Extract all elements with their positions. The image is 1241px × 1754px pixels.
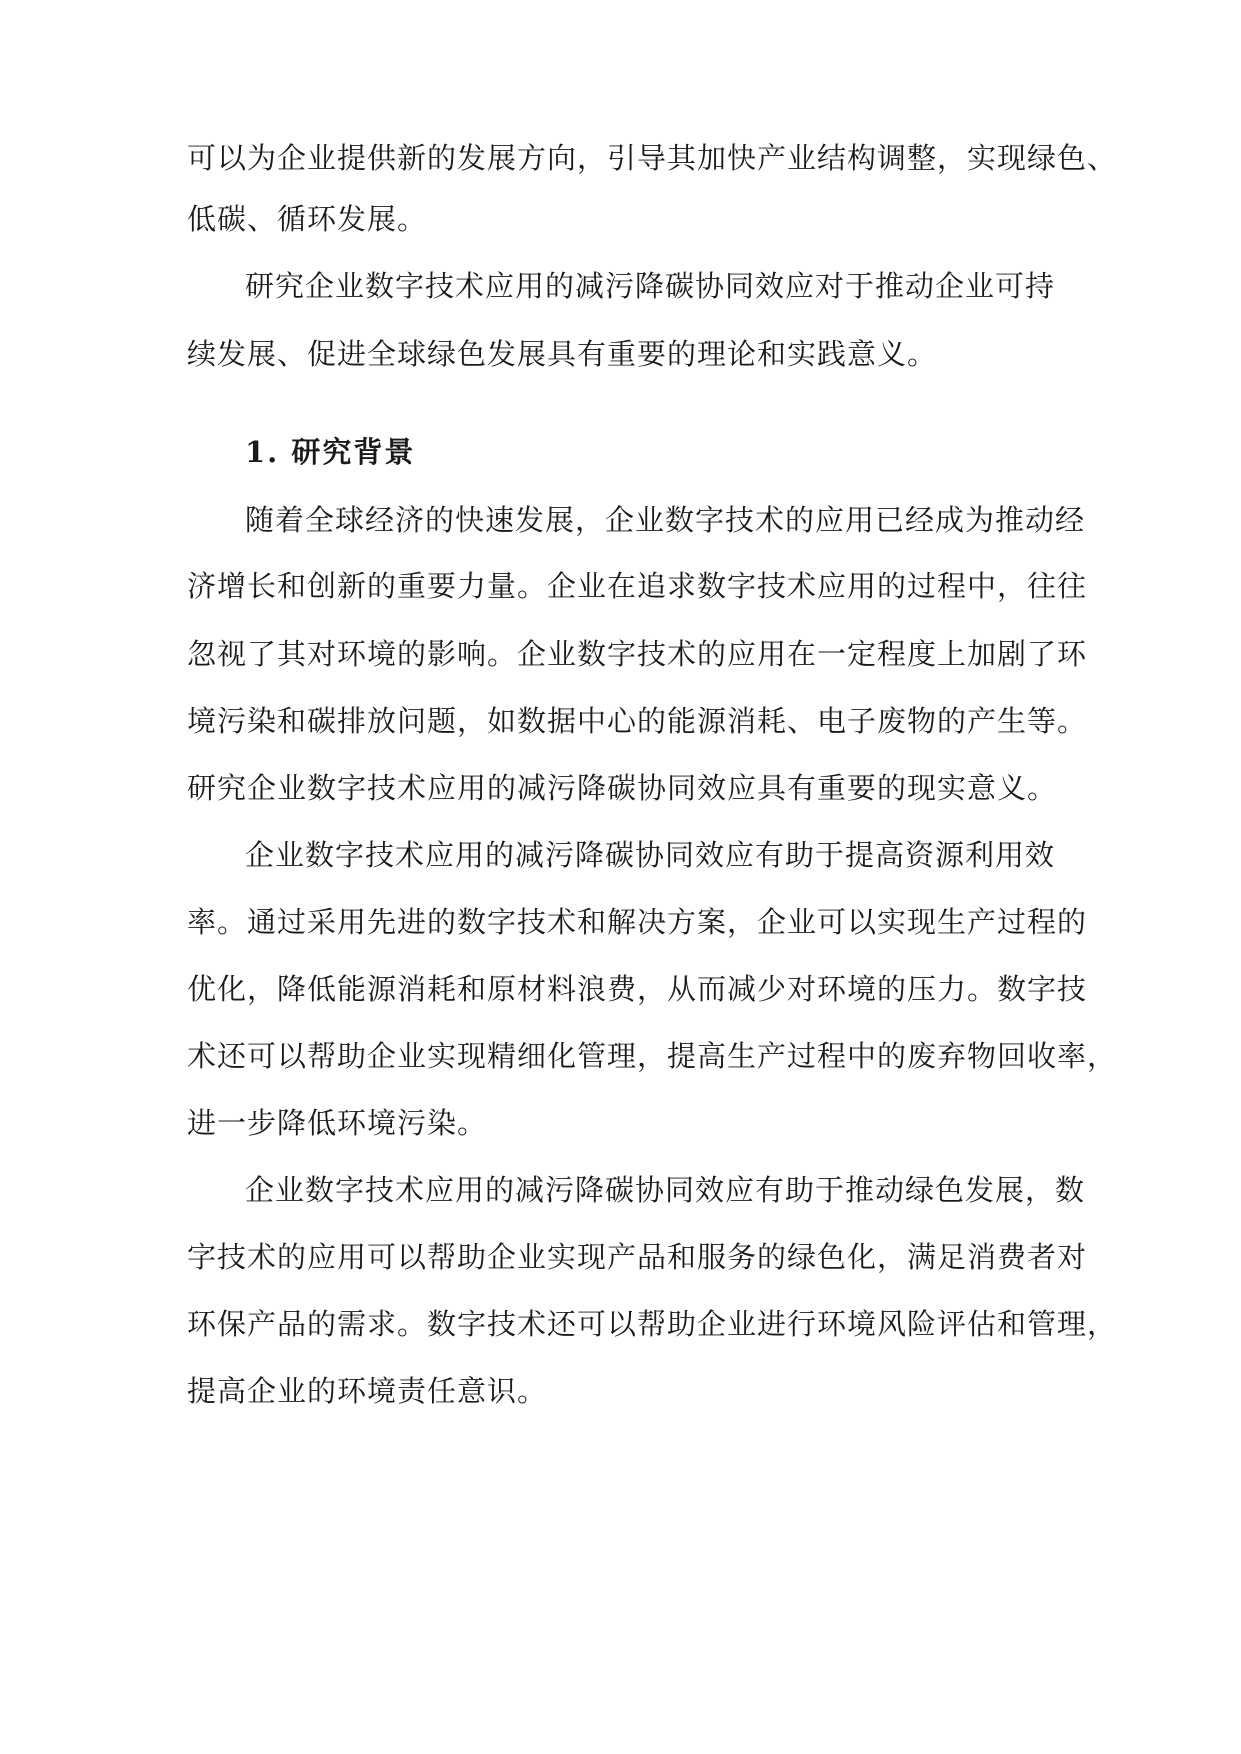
body-text-line: 环保产品的需求。数字技术还可以帮助企业进行环境风险评估和管理， bbox=[187, 1307, 1118, 1341]
section-heading: 1. 研究背景 bbox=[245, 435, 416, 469]
body-text-line: 企业数字技术应用的减污降碳协同效应有助于推动绿色发展，数 bbox=[245, 1173, 1086, 1207]
body-text-line: 济增长和创新的重要力量。企业在追求数字技术应用的过程中，往往 bbox=[187, 569, 1088, 603]
body-text-line: 率。通过采用先进的数字技术和解决方案，企业可以实现生产过程的 bbox=[187, 905, 1088, 939]
body-text-line: 优化，降低能源消耗和原材料浪费，从而减少对环境的压力。数字技 bbox=[187, 972, 1088, 1006]
body-text-line: 续发展、促进全球绿色发展具有重要的理论和实践意义。 bbox=[187, 337, 938, 371]
body-text-line: 境污染和碳排放问题，如数据中心的能源消耗、电子废物的产生等。 bbox=[187, 704, 1088, 738]
body-text-line: 忽视了其对环境的影响。企业数字技术的应用在一定程度上加剧了环 bbox=[187, 637, 1088, 671]
body-text-line: 研究企业数字技术应用的减污降碳协同效应对于推动企业可持 bbox=[245, 269, 1056, 303]
body-text-line: 研究企业数字技术应用的减污降碳协同效应具有重要的现实意义。 bbox=[187, 771, 1058, 805]
body-text-line: 提高企业的环境责任意识。 bbox=[187, 1374, 548, 1408]
body-text-line: 随着全球经济的快速发展，企业数字技术的应用已经成为推动经 bbox=[245, 503, 1086, 537]
body-text-line: 低碳、循环发展。 bbox=[187, 202, 428, 236]
body-text-line: 可以为企业提供新的发展方向，引导其加快产业结构调整，实现绿色、 bbox=[187, 141, 1118, 175]
body-text-line: 术还可以帮助企业实现精细化管理，提高生产过程中的废弃物回收率， bbox=[187, 1039, 1118, 1073]
body-text-line: 企业数字技术应用的减污降碳协同效应有助于提高资源利用效 bbox=[245, 838, 1056, 872]
body-text-line: 字技术的应用可以帮助企业实现产品和服务的绿色化，满足消费者对 bbox=[187, 1240, 1088, 1274]
body-text-line: 进一步降低环境污染。 bbox=[187, 1106, 488, 1140]
